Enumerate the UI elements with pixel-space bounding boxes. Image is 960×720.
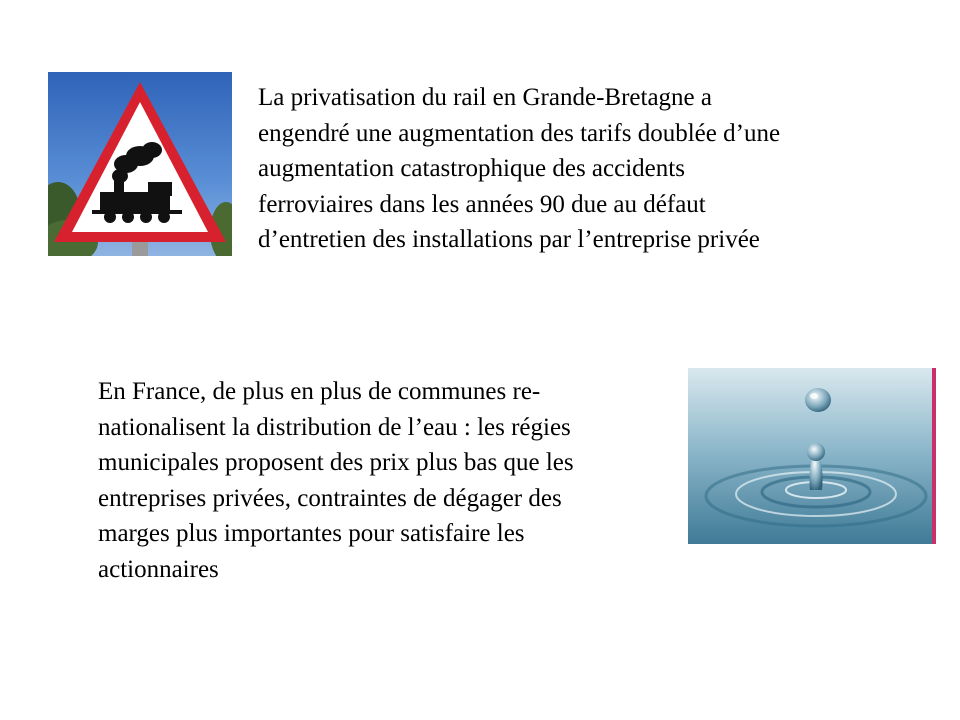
text-line: marges plus importantes pour satisfaire les [98,520,525,547]
paragraph-water-renationalisation [98,374,574,587]
text-line: entreprises privées, contraintes de dégager des [98,484,562,512]
railway-crossing-sign-icon [48,72,232,256]
paragraph-rail-privatisation [258,80,780,258]
text-line: ferroviaires dans les années 90 due au défaut [258,190,706,218]
text-line: engendré une augmentation des tarifs doublée d’une [258,119,781,147]
text-line: d’entretien des installations par l’entreprise privée [258,226,760,253]
text-line: La privatisation du rail en Grande-Bretagne a [258,84,712,111]
text-line: augmentation catastrophique des accidents [258,155,685,182]
text-line: actionnaires [98,555,219,583]
water-drop-icon [688,368,936,544]
text-line: En France, de plus en plus de communes re- [98,378,541,405]
text-line: municipales proposent des prix plus bas que les [98,449,574,476]
text-line: nationalisent la distribution de l’eau : les régies [98,413,571,441]
